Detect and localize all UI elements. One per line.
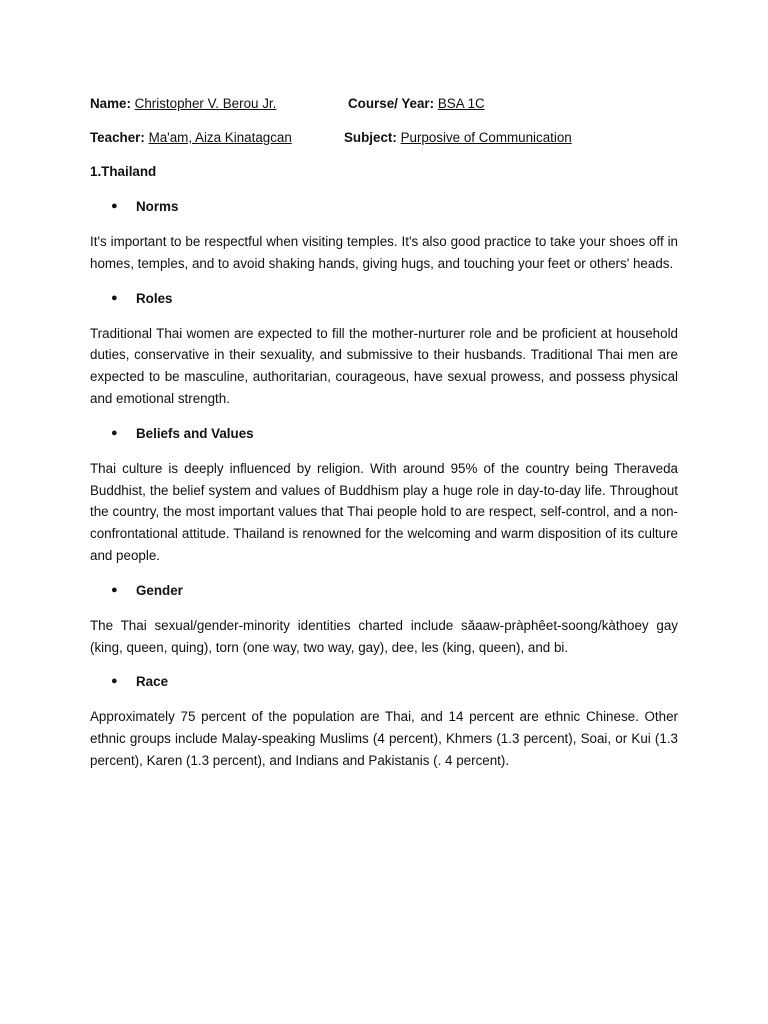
bullet-race xyxy=(90,671,678,693)
name-course-row xyxy=(90,93,678,115)
document-content xyxy=(90,93,678,785)
teacher-value: Ma'am, Aiza Kinatagcan xyxy=(148,130,292,145)
name-label: Name: xyxy=(90,96,131,111)
beliefs-values-paragraph: Thai culture is deeply influenced by religion. With around 95% of the country being Theraveda Buddhist, the belief system and values of Buddhism play a huge role in day-to-day life. Throughout the country, the most important values that Thai people hold to are respect, self-control, and a non-confrontational attitude. Thailand is renowned for the welcoming and warm disposition of its culture and people. xyxy=(90,460,678,563)
race-paragraph: Approximately 75 percent of the population are Thai, and 14 percent are ethnic Chinese. Other ethnic groups include Malay-speaking Muslims (4 percent), Khmers (1.3 percent), Soai, or Kui (1.3 percent), Karen (1.3 percent), and Indians and Pakistanis (. 4 percent). xyxy=(90,709,678,768)
bullet-beliefs-values xyxy=(90,423,678,445)
bullet-icon: ● xyxy=(111,291,118,304)
bullet-icon: ● xyxy=(111,675,118,688)
teacher-field xyxy=(90,127,344,149)
course-label: Course/ Year: xyxy=(348,96,435,111)
bullet-roles xyxy=(90,288,678,310)
norms-paragraph: It's important to be respectful when visiting temples. It's also good practice to take your shoes off in homes, temples, and to avoid shaking hands, giving hugs, and touching your feet or others' heads. xyxy=(90,234,678,271)
bullet-heading: Gender xyxy=(136,582,183,598)
teacher-label: Teacher: xyxy=(90,130,145,145)
bullet-icon: ● xyxy=(111,426,118,439)
teacher-subject-row xyxy=(90,127,678,149)
name-value: Christopher V. Berou Jr. xyxy=(134,96,277,111)
bullet-heading: Race xyxy=(136,674,169,690)
bullet-heading: Roles xyxy=(136,290,173,306)
section-title: 1.Thailand xyxy=(90,164,157,179)
bullet-icon: ● xyxy=(111,200,118,213)
course-field xyxy=(348,93,485,115)
subject-label: Subject: xyxy=(344,130,397,145)
bullet-heading: Norms xyxy=(136,199,179,215)
subject-value: Purposive of Communication xyxy=(400,130,572,145)
course-value: BSA 1C xyxy=(437,96,485,111)
name-field xyxy=(90,93,348,115)
bullet-gender xyxy=(90,580,678,602)
bullet-heading: Beliefs and Values xyxy=(136,425,254,441)
subject-field xyxy=(344,127,572,149)
bullet-norms xyxy=(90,196,678,218)
gender-paragraph: The Thai sexual/gender-minority identities charted include sǎaaw-pràphêet-soong/kàthoey gay (king, queen, quing), torn (one way, two way, gay), dee, les (king, queen), and bi. xyxy=(90,617,678,655)
bullet-icon: ● xyxy=(111,583,118,596)
roles-paragraph: Traditional Thai women are expected to fill the mother-nurturer role and be proficient at household duties, conservative in their sexuality, and submissive to their husbands. Traditional Thai men are expected to be masculine, authoritarian, courageous, have sexual prowess, and possess physical and emotional strength. xyxy=(90,325,678,406)
